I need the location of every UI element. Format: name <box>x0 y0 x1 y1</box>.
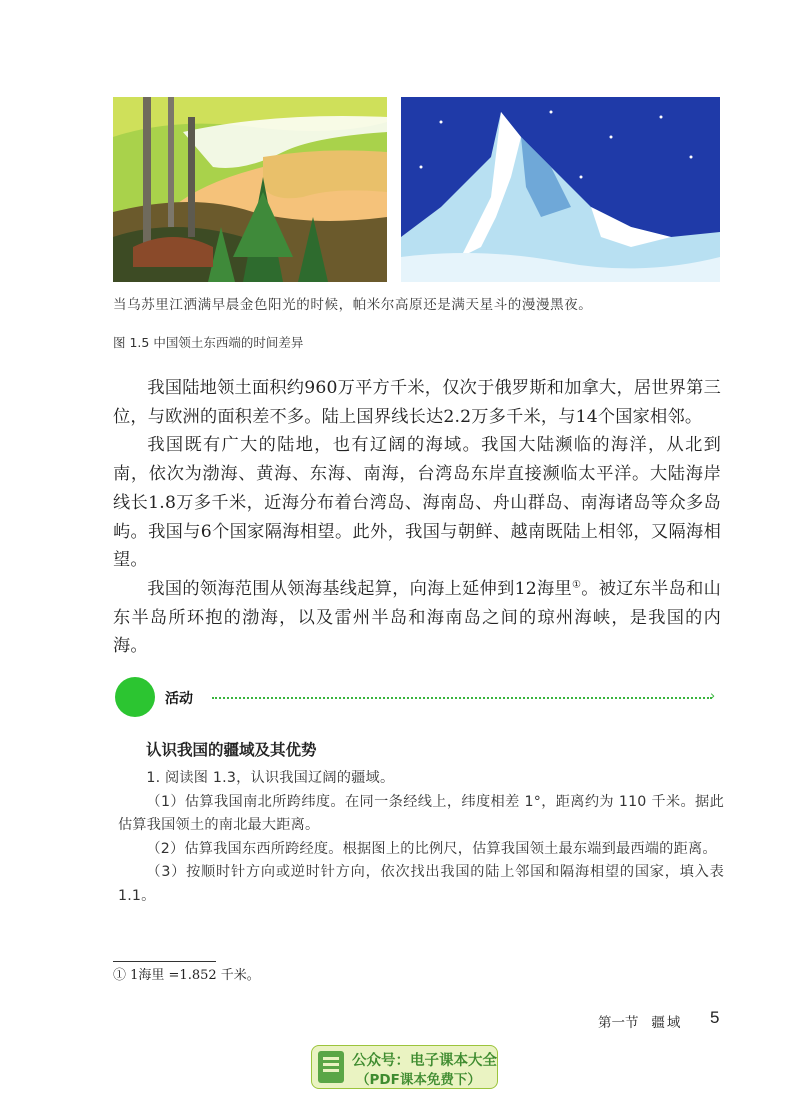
paragraph-text: 我国的领海范围从领海基线起算，向海上延伸到12海里 <box>147 578 572 599</box>
arrow-right-icon: › <box>710 689 716 704</box>
watermark-badge <box>311 1045 498 1089</box>
body-text <box>113 374 721 661</box>
paragraph-text: 。被辽东半岛和山东半岛所环抱的渤海，以及雷州半岛和海南岛之间的琼州海峡，是我国的内海。 <box>113 578 721 657</box>
footnote: ① 1海里 =1.852 千米。 <box>113 968 260 983</box>
running-footer <box>598 1011 682 1031</box>
section-title: 疆域 <box>651 1015 683 1031</box>
activity-dotted-rule <box>212 697 712 699</box>
footnote-marker[interactable]: ① <box>571 579 582 591</box>
activity-circle-icon <box>115 677 155 717</box>
activity-title: 认识我国的疆域及其优势 <box>146 741 317 759</box>
figure-caption: 当乌苏里江洒满早晨金色阳光的时候，帕米尔高原还是满天星斗的漫漫黑夜。 <box>113 297 593 313</box>
page-number: 5 <box>710 1008 720 1027</box>
book-icon <box>318 1051 344 1083</box>
figure-title: 图 1.5 中国领土东西端的时间差异 <box>113 335 304 350</box>
paragraph: 我国既有广大的陆地，也有辽阔的海域。我国大陆濒临的海洋，从北到南，依次为渤海、黄海、东海、南海，台湾岛东岸直接濒临太平洋。大陆海岸线长1.8万多千米，近海分布着台湾岛、海南岛、舟山群岛、南海诸岛等众多岛屿。我国与6个国家隔海相望。此外，我国与朝鲜、越南既陆上相邻，又隔海相望。 <box>113 435 721 571</box>
watermark-line1: 公众号：电子课本大全 <box>352 1053 497 1069</box>
watermark-line2: （PDF课本免费下） <box>356 1072 481 1088</box>
paragraph <box>113 575 721 661</box>
section-label: 第一节 <box>598 1015 639 1031</box>
activity-item: 1. 阅读图 1.3，认识我国辽阔的疆域。 <box>146 770 395 786</box>
activity-question: （1）估算我国南北所跨纬度。在同一条经线上，纬度相差 1°，距离约为 110 千米。据此估算我国领土的南北最大距离。 <box>118 793 724 834</box>
activity-question: （2）估算我国东西所跨经度。根据图上的比例尺，估算我国领土最东端到最西端的距离。 <box>146 840 717 857</box>
paragraph: 我国陆地领土面积约960万平方千米，仅次于俄罗斯和加拿大，居世界第三位，与欧洲的面积差不多。陆上国界线长达2.2万多千米，与14个国家相邻。 <box>113 378 721 427</box>
activity-label: 活动 <box>165 691 193 707</box>
pamir-plateau-night-illustration <box>401 97 720 282</box>
footnote-divider <box>113 961 216 962</box>
activity-body <box>118 767 724 909</box>
wusuli-river-sunrise-illustration <box>113 97 387 282</box>
activity-question: （3）按顺时针方向或逆时针方向，依次找出我国的陆上邻国和隔海相望的国家，填入表 1.1。 <box>118 864 724 904</box>
